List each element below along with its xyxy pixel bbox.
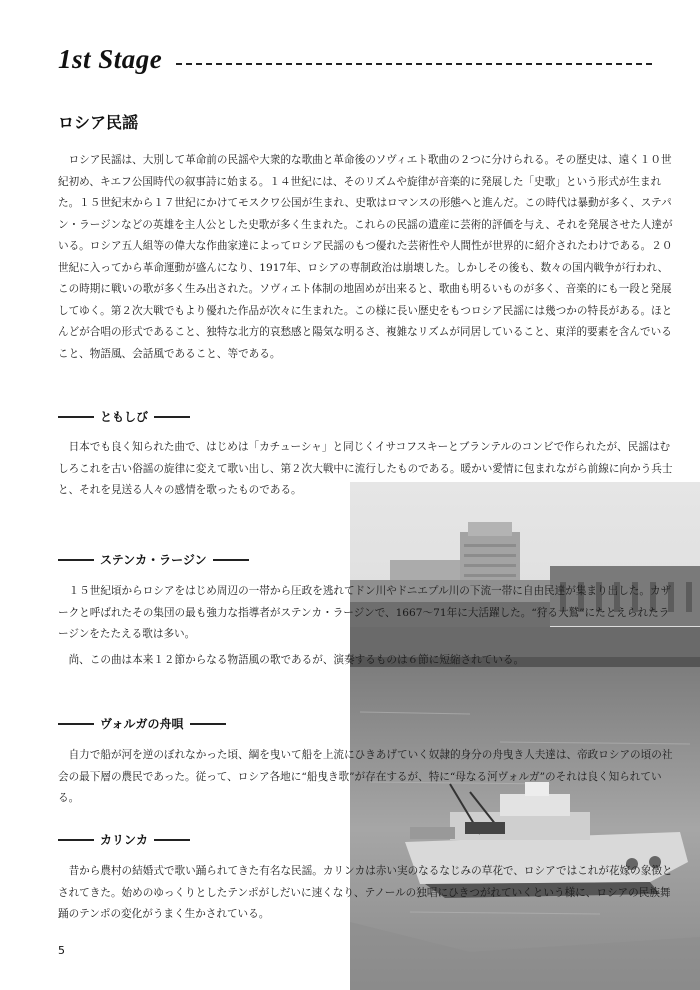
heading-dash [154, 416, 190, 418]
heading-dash [190, 723, 226, 725]
song-heading-volga-boatmen [58, 715, 226, 732]
song-paragraph: 昔から農村の結婚式で歌い踊られてきた有名な民謡。カリンカは赤い実のなるなじみの草花で、ロシアではこれが花嫁の象徴とされてきた。始めのゆっくりとしたテンポがしだいに速くなり、テノールの独唱にひきつがれていくという様に、ロシアの民族舞踊のテンポの変化がうまく生かされている。 [58, 865, 673, 920]
song-paragraph: 尚、この曲は本来１２節からなる物語風の歌であるが、演奏するものは６節に短縮されている。 [68, 654, 525, 666]
heading-dash [213, 559, 249, 561]
heading-dash [58, 416, 94, 418]
song-paragraph: １５世紀頃からロシアをはじめ周辺の一帯から圧政を逃れてドン川やドニエプル川の下流一帯に自由民達が集まり出した。カザークと呼ばれたその集団の最も強力な指導者がステンカ・ラージンで、1667～71年に大活躍した。“狩る大鷲”にたとえられたラージンをたたえる歌は多い。 [58, 585, 672, 640]
song-heading-kalinka [58, 831, 190, 848]
intro-paragraph: ロシア民謡は、大別して革命前の民謡や大衆的な歌曲と革命後のソヴィエト歌曲の２つに分けられる。その歴史は、遠く１０世紀初め、キエフ公国時代の叙事詩に始まる。１４世紀には、そのリズムや旋律が音楽的に発展した「史歌」という形式が生まれた。１５世紀末から１７世紀にかけてモスクワ公国が生まれ、史歌はロマンスの形態へと進んだ。この時代は暴動が多く、ステパン・ラージンなどの英雄を主人公とした史歌が多く生まれた。これらの民謡の遺産に芸術的評価を与え、それを発展させた人達がいる。ロシア五人組等の偉大な作曲家達によってロシア民謡のもつ優れた芸術性や人間性が世界的に紹介されたわけである。２０世紀に入ってから革命運動が盛んになり、1917年、ロシアの専制政治は崩壊した。しかしその後も、数々の国内戦争が行われ、この時期に戦いの歌が多く生み出された。ソヴィエト体制の地固めが出来ると、歌曲も明るいものが多く、音楽的にも一段と発展してゆく。第２次大戦でもより優れた作品が次々に生まれた。この様に長い歴史をもつロシア民謡には幾つかの特長がある。ほとんどが合唱の形式であること、独特な北方的哀愁感と陽気な明るさ、複雑なリズムが同居していること、東洋的要素を含んでいること、物語風、会話風であること、等である。 [58, 154, 673, 360]
heading-dash [58, 839, 94, 841]
stage-title: 1st Stage [58, 44, 163, 74]
song-paragraph: 自力で船が河を逆のぼれなかった頃、綱を曳いて船を上流にひきあげていく奴隷的身分の舟曳き人夫達は、帝政ロシアの頃の社会の最下層の農民であった。従って、ロシア各地に“船曳き歌”が存在するが、特に“母なる河ヴォルガ”のそれは良く知られている。 [58, 749, 673, 804]
heading-dash [58, 559, 94, 561]
stage-title-rule [176, 63, 652, 65]
song-paragraph: 日本でも良く知られた曲で、はじめは「カチューシャ」と同じくイサコフスキーとブランテルのコンビで作られたが、民謡はむしろこれを古い俗謡の旋律に変えて歌い出し、第２次大戦中に流行したものである。暖かい愛情に包まれながら前線に向かう兵士と、それを見送る人々の感情を歌ったものである。 [58, 441, 673, 496]
page-number: 5 [58, 944, 65, 957]
heading-dash [154, 839, 190, 841]
section-title: ロシア民謡 [58, 113, 139, 132]
song-title: ステンカ・ラージン [100, 553, 207, 567]
song-heading-stenka-razin [58, 551, 249, 568]
song-title: ヴォルガの舟唄 [100, 717, 184, 731]
song-title: カリンカ [100, 833, 149, 847]
song-title: ともしび [100, 410, 149, 424]
heading-dash [58, 723, 94, 725]
song-heading-tomoshibi [58, 408, 190, 425]
